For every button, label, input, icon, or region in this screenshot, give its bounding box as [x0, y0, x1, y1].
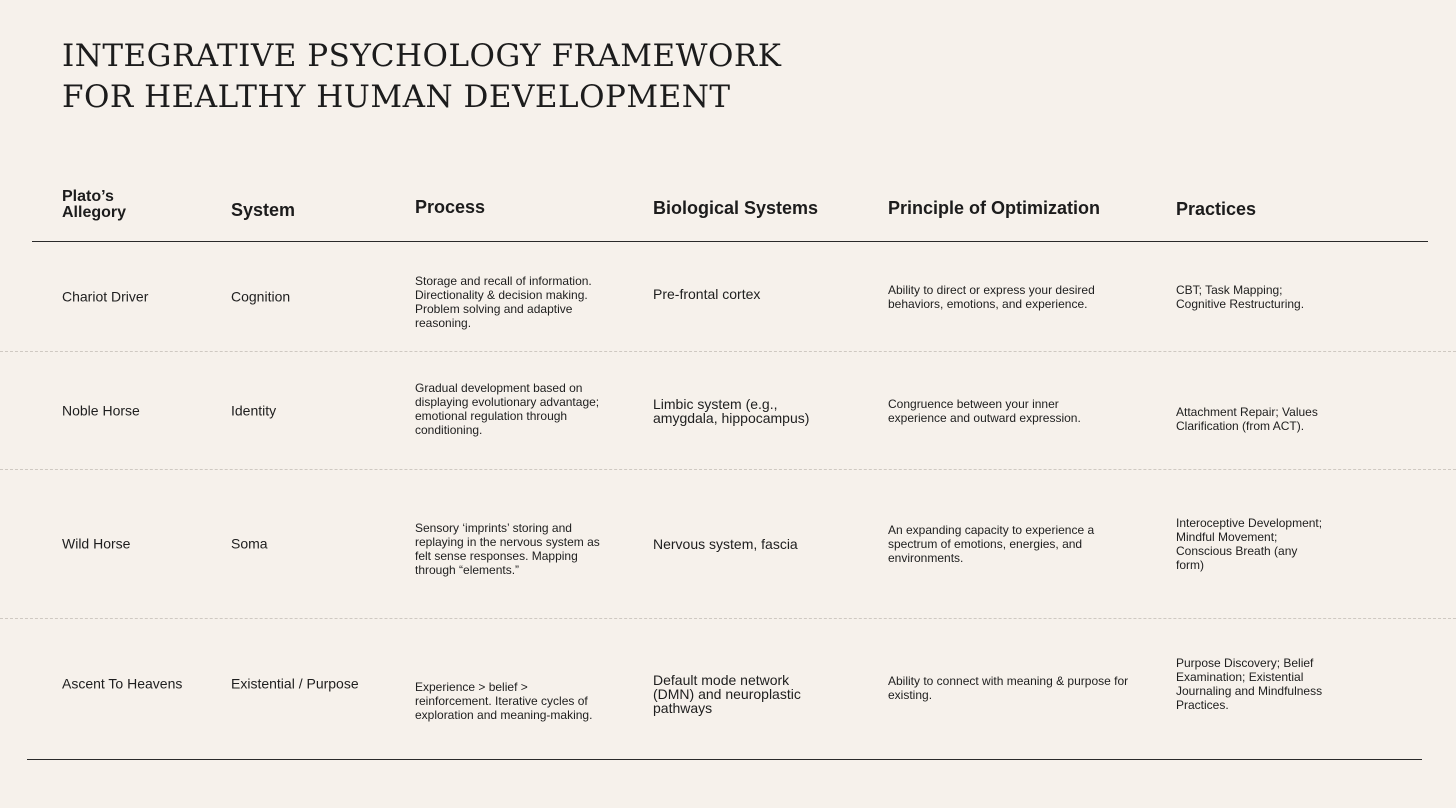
cell-biological: Limbic system (e.g., amygdala, hippocampus) — [653, 395, 810, 426]
header-allegory-line-2: Allegory — [62, 204, 127, 221]
cell-process: Storage and recall of information. Directionality & decision making. Problem solving and adaptive reasoning. — [415, 273, 592, 330]
header-biological-systems: Biological Systems — [653, 198, 819, 218]
cell-allegory: Ascent To Heavens — [62, 675, 183, 692]
cell-system: Soma — [231, 535, 268, 552]
header-allegory — [62, 189, 212, 221]
header-practices: Practices — [1176, 199, 1257, 219]
cell-allegory: Noble Horse — [62, 402, 140, 418]
cell-principle: Ability to connect with meaning & purpose for existing. — [888, 674, 1129, 702]
cell-principle: Congruence between your inner experience and outward expression. — [888, 396, 1081, 425]
table-row — [0, 619, 1456, 749]
title-line-2: FOR HEALTHY HUMAN DEVELOPMENT — [62, 79, 731, 115]
cell-process: Gradual development based on displaying evolutionary advantage; emotional regulation through conditioning. — [415, 380, 600, 437]
bottom-divider — [27, 759, 1422, 760]
cell-system: Existential / Purpose — [231, 675, 359, 692]
table-row — [0, 242, 1456, 352]
cell-process: Sensory ‘imprints’ storing and replaying in the nervous system as felt sense responses. Mapping through “elements.” — [415, 521, 600, 577]
cell-practices: Attachment Repair; Values Clarification (from ACT). — [1176, 404, 1318, 433]
header-allegory-line-1: Plato’s — [62, 188, 114, 205]
cell-allegory: Chariot Driver — [62, 288, 149, 304]
header-process: Process — [415, 197, 486, 217]
title-line-1: INTEGRATIVE PSYCHOLOGY FRAMEWORK — [62, 38, 782, 74]
cell-system: Identity — [231, 402, 277, 418]
cell-practices: Interoceptive Development; Mindful Movement; Conscious Breath (any form) — [1176, 516, 1323, 572]
cell-biological: Nervous system, fascia — [653, 536, 798, 552]
cell-practices: CBT; Task Mapping; Cognitive Restructuring. — [1176, 282, 1305, 311]
cell-practices: Purpose Discovery; Belief Examination; Existential Journaling and Mindfulness Practices. — [1176, 656, 1323, 712]
cell-system: Cognition — [231, 288, 291, 304]
cell-process: Experience > belief > reinforcement. Iterative cycles of exploration and meaning-making. — [415, 680, 593, 722]
table-row — [0, 352, 1456, 470]
page-title — [62, 36, 781, 118]
table-row — [0, 470, 1456, 619]
table-header — [0, 180, 1456, 240]
cell-biological: Pre-frontal cortex — [653, 285, 761, 302]
cell-allegory: Wild Horse — [62, 535, 131, 552]
header-principle-of-optimization: Principle of Optimization — [888, 198, 1101, 218]
cell-principle: Ability to direct or express your desired behaviors, emotions, and experience. — [888, 282, 1095, 311]
header-system: System — [231, 200, 296, 220]
cell-biological: Default mode network (DMN) and neuroplastic pathways — [653, 672, 801, 716]
cell-principle: An expanding capacity to experience a spectrum of emotions, energies, and environments. — [888, 523, 1095, 565]
